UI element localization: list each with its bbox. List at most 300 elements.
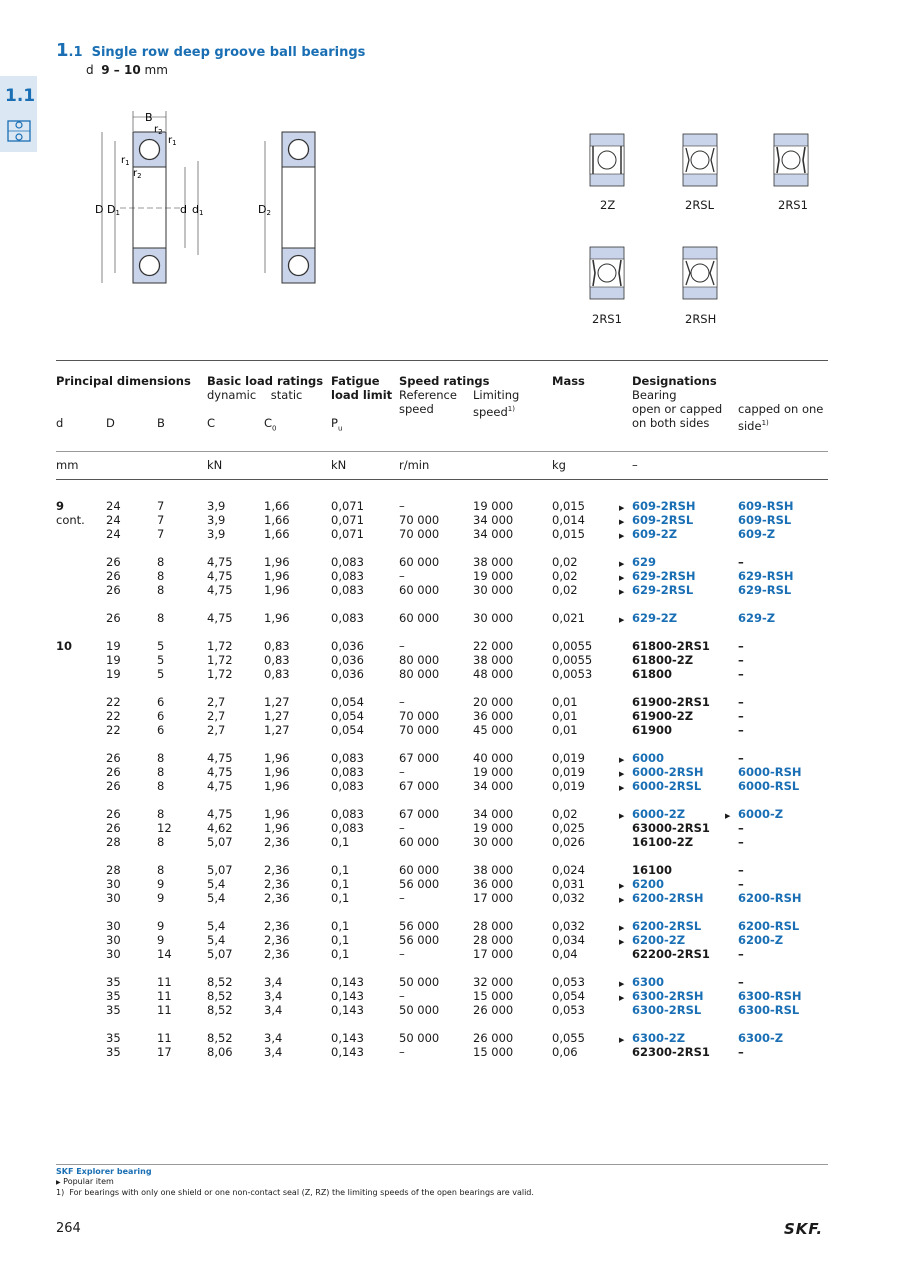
cell-lim: 40 000 (473, 751, 514, 765)
cell-D: 26 (106, 555, 121, 569)
cell-B: 8 (157, 751, 165, 765)
cell-C0: 0,83 (264, 639, 290, 653)
cell-C: 2,7 (207, 723, 226, 737)
designation-one-side: 6200-RSH (738, 891, 802, 905)
cell-C0: 1,96 (264, 779, 290, 793)
variant-label: 2RS1 (592, 312, 622, 326)
cell-C: 3,9 (207, 527, 226, 541)
header-speed: Speed ratings Reference speed (399, 374, 490, 416)
cell-ref: 80 000 (399, 667, 440, 681)
popular-marker-icon: ▶ (619, 504, 625, 512)
cell-C: 4,75 (207, 611, 233, 625)
cell-mass: 0,031 (552, 877, 585, 891)
cell-C0: 3,4 (264, 1031, 283, 1045)
cell-mass: 0,01 (552, 709, 578, 723)
cell-Pu: 0,083 (331, 765, 364, 779)
cell-lim: 15 000 (473, 1045, 514, 1059)
cell-mass: 0,0055 (552, 639, 593, 653)
cell-Pu: 0,143 (331, 1045, 364, 1059)
cell-C0: 1,96 (264, 751, 290, 765)
designation-one-side: 6200-Z (738, 933, 784, 947)
cell-B: 12 (157, 821, 172, 835)
cell-B: 8 (157, 835, 165, 849)
cell-mass: 0,054 (552, 989, 585, 1003)
cell-B: 8 (157, 807, 165, 821)
cell-ref: 50 000 (399, 1003, 440, 1017)
cell-mass: 0,015 (552, 499, 585, 513)
designation-both-sides: 6000 (632, 751, 665, 765)
cell-C0: 2,36 (264, 877, 290, 891)
cell-Pu: 0,071 (331, 513, 364, 527)
cell-C0: 1,27 (264, 709, 290, 723)
designation-one-side: 629-RSL (738, 583, 792, 597)
cell-ref: 56 000 (399, 933, 440, 947)
cell-B: 8 (157, 779, 165, 793)
cell-D: 24 (106, 499, 121, 513)
cell-C0: 1,96 (264, 807, 290, 821)
cell-d: cont. (56, 513, 85, 527)
cell-B: 11 (157, 989, 172, 1003)
cell-lim: 17 000 (473, 947, 514, 961)
cell-ref: 60 000 (399, 583, 440, 597)
designation-one-side: – (738, 667, 744, 681)
designation-both-sides: 6000-2RSL (632, 779, 702, 793)
designation-one-side: – (738, 835, 744, 849)
cell-C: 5,07 (207, 835, 233, 849)
designation-both-sides: 6200 (632, 877, 665, 891)
cell-Pu: 0,083 (331, 751, 364, 765)
cell-mass: 0,019 (552, 765, 585, 779)
cell-C0: 1,96 (264, 583, 290, 597)
cell-ref: 56 000 (399, 919, 440, 933)
svg-text:D2: D2 (258, 203, 271, 217)
popular-marker-icon: ▶ (619, 770, 625, 778)
header-mass: Mass (552, 374, 585, 388)
popular-marker-icon: ▶ (619, 560, 625, 568)
designation-one-side: 609-RSL (738, 513, 792, 527)
cell-lim: 30 000 (473, 583, 514, 597)
designation-one-side: 609-Z (738, 527, 776, 541)
cell-D: 26 (106, 611, 121, 625)
designation-one-side: – (738, 863, 744, 877)
cell-B: 8 (157, 765, 165, 779)
designation-one-side: – (738, 709, 744, 723)
cell-lim: 38 000 (473, 653, 514, 667)
svg-text:D: D (95, 203, 104, 216)
cell-lim: 38 000 (473, 863, 514, 877)
cell-C0: 0,83 (264, 653, 290, 667)
designation-one-side: – (738, 723, 744, 737)
cell-C: 4,62 (207, 821, 233, 835)
designation-both-sides: 629-2RSH (632, 569, 696, 583)
cell-C: 5,4 (207, 919, 226, 933)
cell-B: 6 (157, 709, 165, 723)
popular-marker-icon: ▶ (725, 812, 731, 820)
popular-marker-icon: ▶ (619, 518, 625, 526)
cell-lim: 20 000 (473, 695, 514, 709)
designation-both-sides: 629-2Z (632, 611, 678, 625)
cell-lim: 22 000 (473, 639, 514, 653)
cell-Pu: 0,083 (331, 779, 364, 793)
svg-text:d1: d1 (192, 203, 204, 217)
cell-D: 28 (106, 863, 121, 877)
cell-D: 19 (106, 639, 121, 653)
cell-Pu: 0,083 (331, 583, 364, 597)
cell-B: 9 (157, 933, 165, 947)
cell-mass: 0,01 (552, 723, 578, 737)
cell-ref: – (399, 989, 405, 1003)
cell-Pu: 0,1 (331, 947, 350, 961)
designation-both-sides: 61900 (632, 723, 673, 737)
cell-D: 26 (106, 821, 121, 835)
svg-text:d: d (180, 203, 187, 216)
designation-one-side: 6000-Z (738, 807, 784, 821)
cell-B: 17 (157, 1045, 172, 1059)
cell-mass: 0,04 (552, 947, 578, 961)
cell-B: 5 (157, 653, 165, 667)
designation-one-side: 6300-Z (738, 1031, 784, 1045)
cell-D: 28 (106, 835, 121, 849)
cell-lim: 34 000 (473, 779, 514, 793)
cell-C: 4,75 (207, 583, 233, 597)
cell-lim: 17 000 (473, 891, 514, 905)
designation-both-sides: 609-2RSH (632, 499, 696, 513)
cell-lim: 26 000 (473, 1003, 514, 1017)
cell-mass: 0,021 (552, 611, 585, 625)
designation-one-side: 6200-RSL (738, 919, 800, 933)
cell-C: 3,9 (207, 499, 226, 513)
variant-label: 2RS1 (778, 198, 808, 212)
cell-D: 35 (106, 989, 121, 1003)
cell-mass: 0,024 (552, 863, 585, 877)
designation-one-side: – (738, 1045, 744, 1059)
cell-lim: 26 000 (473, 1031, 514, 1045)
cell-C0: 1,96 (264, 555, 290, 569)
cell-Pu: 0,083 (331, 555, 364, 569)
cell-C: 1,72 (207, 639, 233, 653)
cell-C0: 3,4 (264, 1045, 283, 1059)
cell-Pu: 0,1 (331, 835, 350, 849)
cell-lim: 48 000 (473, 667, 514, 681)
cell-C: 4,75 (207, 807, 233, 821)
cell-D: 22 (106, 695, 121, 709)
cell-C: 4,75 (207, 765, 233, 779)
cell-ref: 50 000 (399, 975, 440, 989)
designation-one-side: – (738, 947, 744, 961)
cell-Pu: 0,036 (331, 667, 364, 681)
designation-one-side: 609-RSH (738, 499, 794, 513)
cell-D: 30 (106, 877, 121, 891)
page-number: 264 (56, 1221, 81, 1236)
cell-C: 4,75 (207, 569, 233, 583)
header-principal: Principal dimensions (56, 374, 191, 388)
cell-lim: 38 000 (473, 555, 514, 569)
designation-both-sides: 61900-2Z (632, 709, 694, 723)
cell-C0: 1,96 (264, 569, 290, 583)
cell-C0: 1,66 (264, 499, 290, 513)
cell-D: 26 (106, 751, 121, 765)
cell-B: 9 (157, 919, 165, 933)
cell-lim: 34 000 (473, 513, 514, 527)
popular-marker-icon: ▶ (619, 924, 625, 932)
popular-marker-icon: ▶ (619, 784, 625, 792)
cell-B: 8 (157, 569, 165, 583)
designation-one-side: – (738, 821, 744, 835)
cell-C0: 3,4 (264, 1003, 283, 1017)
popular-marker-icon: ▶ (619, 1036, 625, 1044)
popular-marker-icon: ▶ (619, 812, 625, 820)
cell-mass: 0,06 (552, 1045, 578, 1059)
label-B: B (145, 111, 153, 124)
cell-lim: 34 000 (473, 807, 514, 821)
cell-Pu: 0,1 (331, 877, 350, 891)
cell-mass: 0,02 (552, 583, 578, 597)
designation-both-sides: 61800-2Z (632, 653, 694, 667)
cell-D: 26 (106, 583, 121, 597)
cell-ref: 50 000 (399, 1031, 440, 1045)
cell-D: 22 (106, 723, 121, 737)
cell-D: 26 (106, 765, 121, 779)
cell-C: 8,52 (207, 975, 233, 989)
cell-D: 24 (106, 513, 121, 527)
cell-ref: – (399, 499, 405, 513)
popular-marker-icon: ▶ (619, 938, 625, 946)
cell-lim: 28 000 (473, 933, 514, 947)
popular-marker-icon: ▶ (619, 756, 625, 764)
cell-C0: 2,36 (264, 891, 290, 905)
cell-C0: 2,36 (264, 933, 290, 947)
cell-mass: 0,02 (552, 807, 578, 821)
cell-C: 5,4 (207, 891, 226, 905)
cell-mass: 0,034 (552, 933, 585, 947)
designation-both-sides: 6300-2RSL (632, 1003, 702, 1017)
cell-C: 5,4 (207, 933, 226, 947)
popular-marker-icon: ▶ (619, 574, 625, 582)
designation-both-sides: 63000-2RS1 (632, 821, 710, 835)
cell-ref: – (399, 639, 405, 653)
cell-C: 4,75 (207, 751, 233, 765)
cell-mass: 0,032 (552, 919, 585, 933)
cell-B: 11 (157, 1031, 172, 1045)
cell-C0: 3,4 (264, 975, 283, 989)
designation-both-sides: 6200-2RSH (632, 891, 704, 905)
designation-both-sides: 62300-2RS1 (632, 1045, 710, 1059)
cell-D: 30 (106, 919, 121, 933)
cell-ref: 80 000 (399, 653, 440, 667)
designation-both-sides: 6200-2RSL (632, 919, 702, 933)
cell-ref: – (399, 695, 405, 709)
cell-B: 6 (157, 695, 165, 709)
svg-text:r2: $r_2$ (133, 168, 142, 180)
cell-d: 9 (56, 499, 65, 513)
cell-C: 8,52 (207, 1003, 233, 1017)
cell-C: 1,72 (207, 653, 233, 667)
footer-rule (56, 1164, 828, 1165)
cell-B: 7 (157, 499, 165, 513)
cell-mass: 0,014 (552, 513, 585, 527)
cell-Pu: 0,083 (331, 821, 364, 835)
cell-C0: 2,36 (264, 947, 290, 961)
cell-mass: 0,015 (552, 527, 585, 541)
cell-mass: 0,02 (552, 555, 578, 569)
cell-B: 5 (157, 667, 165, 681)
cell-C0: 1,66 (264, 527, 290, 541)
section-title: 1.1 Single row deep groove ball bearings (56, 40, 366, 61)
popular-marker-icon: ▶ (619, 588, 625, 596)
cell-ref: 60 000 (399, 555, 440, 569)
cell-B: 7 (157, 513, 165, 527)
cell-lim: 19 000 (473, 499, 514, 513)
designation-one-side: 6300-RSH (738, 989, 802, 1003)
cell-D: 22 (106, 709, 121, 723)
cell-C: 5,07 (207, 863, 233, 877)
cell-mass: 0,02 (552, 569, 578, 583)
cell-mass: 0,055 (552, 1031, 585, 1045)
designation-both-sides: 6000-2RSH (632, 765, 704, 779)
cell-C0: 1,96 (264, 821, 290, 835)
cell-lim: 45 000 (473, 723, 514, 737)
cell-lim: 30 000 (473, 835, 514, 849)
cell-B: 14 (157, 947, 172, 961)
cell-D: 19 (106, 667, 121, 681)
cell-Pu: 0,1 (331, 933, 350, 947)
cell-D: 26 (106, 779, 121, 793)
cell-lim: 30 000 (473, 611, 514, 625)
cell-C0: 1,27 (264, 723, 290, 737)
designation-both-sides: 61800-2RS1 (632, 639, 710, 653)
designation-one-side: – (738, 975, 744, 989)
skf-logo: SKF. (784, 1220, 824, 1238)
cell-D: 30 (106, 933, 121, 947)
cell-C: 8,52 (207, 989, 233, 1003)
cell-lim: 19 000 (473, 821, 514, 835)
cell-Pu: 0,1 (331, 919, 350, 933)
header-basic: Basic load ratings dynamic static (207, 374, 324, 402)
cell-C0: 1,66 (264, 513, 290, 527)
cell-ref: – (399, 891, 405, 905)
cell-ref: 70 000 (399, 513, 440, 527)
cell-ref: 67 000 (399, 779, 440, 793)
variant-label: 2RSH (685, 312, 717, 326)
cell-ref: 67 000 (399, 751, 440, 765)
designation-one-side: – (738, 653, 744, 667)
designation-both-sides: 6300 (632, 975, 665, 989)
cell-C0: 1,27 (264, 695, 290, 709)
cell-C0: 0,83 (264, 667, 290, 681)
cell-Pu: 0,054 (331, 709, 364, 723)
cell-lim: 19 000 (473, 765, 514, 779)
designation-one-side: – (738, 555, 744, 569)
cell-D: 35 (106, 975, 121, 989)
designation-both-sides: 16100 (632, 863, 673, 877)
cell-C0: 1,96 (264, 611, 290, 625)
cell-Pu: 0,054 (331, 695, 364, 709)
cell-Pu: 0,1 (331, 891, 350, 905)
cell-C: 1,72 (207, 667, 233, 681)
cell-D: 19 (106, 653, 121, 667)
cell-Pu: 0,071 (331, 499, 364, 513)
cell-ref: 70 000 (399, 709, 440, 723)
cell-Pu: 0,1 (331, 863, 350, 877)
cell-Pu: 0,143 (331, 1003, 364, 1017)
cell-ref: – (399, 947, 405, 961)
popular-marker-icon: ▶ (619, 532, 625, 540)
cell-C0: 3,4 (264, 989, 283, 1003)
cell-C: 4,75 (207, 779, 233, 793)
cell-d: 10 (56, 639, 73, 653)
designation-both-sides: 609-2RSL (632, 513, 694, 527)
cell-ref: 67 000 (399, 807, 440, 821)
footnotes: SKF Explorer bearing ▶ Popular item 1) For bearings with only one shield or one non-contact seal (Z, RZ) the limiting speeds of the open bearings are valid. (56, 1167, 534, 1197)
cell-C: 5,4 (207, 877, 226, 891)
cell-B: 9 (157, 877, 165, 891)
designation-one-side: – (738, 751, 744, 765)
svg-text:D1: D1 (107, 203, 120, 217)
designation-one-side: 6000-RSL (738, 779, 800, 793)
cell-B: 11 (157, 1003, 172, 1017)
cell-C: 8,52 (207, 1031, 233, 1045)
designation-both-sides: 61900-2RS1 (632, 695, 710, 709)
cell-Pu: 0,054 (331, 723, 364, 737)
designation-both-sides: 6200-2Z (632, 933, 686, 947)
cell-lim: 36 000 (473, 709, 514, 723)
cell-C0: 2,36 (264, 863, 290, 877)
cell-ref: – (399, 1045, 405, 1059)
cell-mass: 0,0055 (552, 653, 593, 667)
designation-one-side: 629-RSH (738, 569, 794, 583)
cell-mass: 0,01 (552, 695, 578, 709)
designation-both-sides: 6300-2RSH (632, 989, 704, 1003)
cell-Pu: 0,083 (331, 569, 364, 583)
cell-lim: 36 000 (473, 877, 514, 891)
cell-ref: – (399, 569, 405, 583)
cell-D: 30 (106, 891, 121, 905)
designation-both-sides: 6300-2Z (632, 1031, 686, 1045)
cell-C0: 2,36 (264, 919, 290, 933)
cell-Pu: 0,083 (331, 611, 364, 625)
header-capped: capped on one side$^{1)}$ (738, 402, 824, 433)
cell-Pu: 0,071 (331, 527, 364, 541)
cell-C: 2,7 (207, 709, 226, 723)
cell-D: 35 (106, 1003, 121, 1017)
designation-one-side: – (738, 877, 744, 891)
header-designations: Designations Bearing open or capped on both sides (632, 374, 723, 430)
cell-D: 24 (106, 527, 121, 541)
cell-ref: 56 000 (399, 877, 440, 891)
header-limiting: Limiting speed$^{1)}$ (473, 388, 520, 419)
cell-B: 8 (157, 583, 165, 597)
cell-lim: 32 000 (473, 975, 514, 989)
cell-B: 11 (157, 975, 172, 989)
cell-Pu: 0,036 (331, 639, 364, 653)
cell-B: 8 (157, 555, 165, 569)
popular-marker-icon: ▶ (619, 896, 625, 904)
cell-lim: 19 000 (473, 569, 514, 583)
cell-C: 5,07 (207, 947, 233, 961)
popular-marker-icon: ▶ (619, 994, 625, 1002)
header-fatigue: Fatigue load limit (331, 374, 393, 402)
cell-C0: 1,96 (264, 765, 290, 779)
cell-mass: 0,019 (552, 779, 585, 793)
designation-both-sides: 61800 (632, 667, 673, 681)
designation-both-sides: 629 (632, 555, 657, 569)
chapter-tab-number: 1.1 (5, 86, 36, 106)
designation-both-sides: 609-2Z (632, 527, 678, 541)
cell-B: 7 (157, 527, 165, 541)
cell-ref: 60 000 (399, 611, 440, 625)
cell-B: 6 (157, 723, 165, 737)
designation-one-side: – (738, 639, 744, 653)
